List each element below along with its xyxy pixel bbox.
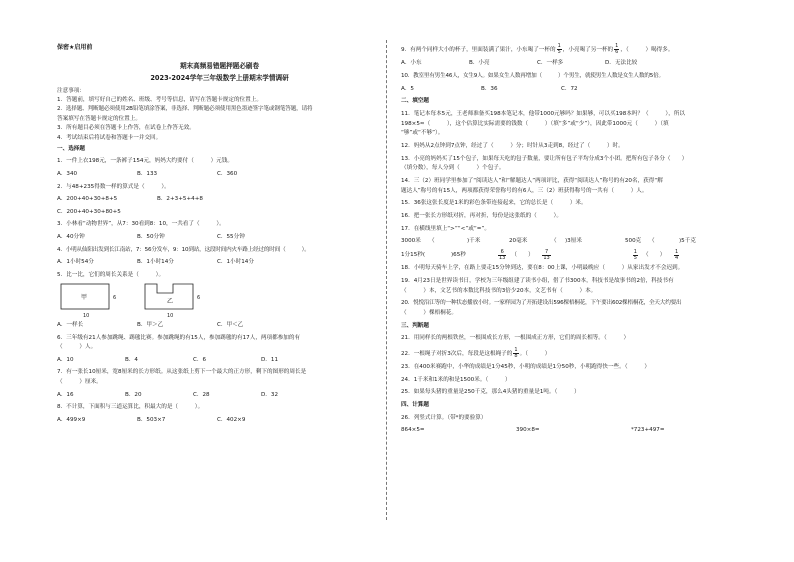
option-b[interactable]: B．2+3+5+4+8	[157, 196, 203, 203]
question-24: 24．1千米和1米的和是1500米。（ ）	[401, 376, 511, 383]
option-a[interactable]: A．小东	[401, 60, 422, 67]
question-22-text: 22．一根绳子对折3次后，每段是这根绳子的	[401, 350, 513, 357]
note-line: 1．答题前，填写好自己的姓名、班级、考号等信息，请写在答题卡规定的位置上。	[57, 97, 262, 103]
option-c[interactable]: C．55分钟	[217, 233, 245, 240]
question-14-cont: 题达人”称号的有15人，两项都获得荣誉称号的有6人，三（2）班获得称号的一共有（ ）人。	[401, 187, 648, 194]
question-5-options	[57, 322, 382, 329]
compare-item: 20毫米	[509, 238, 528, 245]
secret-label: 保密★启用前	[57, 44, 93, 51]
question-3: 3．小林看“动物世界”，从7：30看到8：10，一共看了（ ）。	[57, 221, 225, 228]
notes-heading: 注意事项：	[57, 87, 85, 94]
shape-yi-label: 乙	[167, 297, 174, 305]
compare-item: 3000米	[401, 238, 421, 245]
question-26: 26．列竖式计算。（带*的要验算）	[401, 414, 487, 421]
question-3-options	[57, 234, 382, 241]
question-7-options	[57, 392, 382, 399]
option-b[interactable]: B．小亮	[469, 60, 490, 67]
question-19: 19．4月23日是世界读书日，学校为三年级组建了读书小组，借了书300本，科技书是故事书的2倍，科技书有	[401, 277, 674, 284]
option-a[interactable]: A．16	[57, 391, 74, 398]
shape-jia-width: 6	[113, 294, 117, 301]
question-13: 13．小亮的妈妈买了15个包子，如果每天吃的包子数量，要让所有包子平均分成3个小团。把所有包子各分（ ）	[401, 155, 688, 162]
question-7: 7．有一张长10厘米，宽8厘米的长方形纸。从这张纸上剪下一个最大的正方形，剩下的图形的周长是	[57, 369, 307, 376]
question-6-options	[57, 357, 382, 364]
perimeter-shapes-diagram	[57, 281, 257, 319]
option-c[interactable]: C．200+40+30+80+5	[57, 208, 121, 215]
compare-item: )5千克	[679, 238, 696, 245]
calc-item: *723+497=	[631, 427, 665, 434]
question-2: 2．与48+235得数一样的算式是（ ）。	[57, 183, 170, 190]
question-19-cont: （ ）本，文艺书的本数比科技书的3倍少20本，文艺书有（ ）本。	[401, 287, 597, 294]
fraction: $\frac{6}{13}$	[499, 249, 506, 262]
question-11: 11．笔记本每本5元，王老师准备买198本笔记本，他带1000元够吗？如果够，可以买198本吗？（ ），所以	[401, 110, 685, 117]
option-b[interactable]: B．1小时14分	[137, 259, 174, 266]
fraction: $\frac{1}{8}$	[514, 346, 518, 359]
option-c[interactable]: C．402×9	[217, 417, 246, 424]
question-8-options	[57, 417, 382, 424]
question-5-figure	[57, 281, 382, 319]
option-c[interactable]: C．1小时14分	[217, 259, 254, 266]
question-1: 1．一件上衣198元，一条裤子154元，妈妈大约要付（ ）元钱。	[57, 158, 233, 165]
question-6-cont: （ ）人。	[57, 344, 97, 351]
question-10-options	[401, 86, 746, 93]
question-22-tail: 。（ ）	[519, 350, 551, 357]
fraction: $\frac{1}{5}$	[633, 249, 637, 262]
compare-row-1	[401, 238, 746, 245]
question-14: 14．三（2）班同学里参加了“阅读达人”和“解题达人”两项评比，获得“阅读达人”称号的有20名，获得“解	[401, 177, 663, 184]
option-a[interactable]: A．200+40+30+8+5	[57, 196, 118, 203]
question-1-options	[57, 171, 382, 178]
question-20: 20．悦悦沿江等的一种状态播放小时。一家样园为了开拓建设出596棵梧桐花，下午要出602棵梧桐花，全天大约要出	[401, 300, 682, 307]
note-line: 3．所有题目必须在答题卡上作答，在试卷上作答无效。	[57, 125, 195, 132]
question-17: 17．在横线里填上“>”“<”或“=”。	[401, 225, 490, 232]
question-4-options	[57, 259, 382, 266]
question-22	[401, 348, 746, 359]
section-judge-heading: 三、判断题	[401, 322, 429, 329]
exam-title: 期末高频易错题押题必刷卷	[179, 62, 260, 71]
blank[interactable]: （	[649, 238, 655, 245]
question-2-options	[57, 196, 382, 203]
option-a[interactable]: A．5	[401, 85, 414, 92]
compare-item: 500克	[625, 238, 642, 245]
fraction: $\frac{1}{6}$	[615, 43, 619, 55]
compare-item: )3厘米	[565, 238, 582, 245]
exam-subtitle: 2023-2024学年三年级数学上册期末学情调研	[150, 74, 289, 83]
option-d[interactable]: D．32	[261, 391, 279, 398]
question-13-cont: （填分数），每人分到（ ）个包子。	[401, 165, 505, 172]
option-b[interactable]: B．4	[125, 356, 138, 363]
question-9-text-a: 9．有两个同样大小的杯子，里面装满了果汁，小东喝了一杯的	[401, 47, 556, 53]
question-9-text-c: ，（ ）喝得多。	[620, 47, 674, 53]
question-20-cont: （ ）棵梧桐花。	[401, 310, 457, 317]
option-a[interactable]: A．499×9	[57, 417, 86, 424]
option-c[interactable]: C．一样多	[537, 60, 564, 67]
blank[interactable]: （	[551, 238, 557, 245]
question-7-cont: （ ）厘米。	[57, 379, 102, 386]
option-c[interactable]: C．28	[193, 391, 210, 398]
question-4: 4．小明从仙阳出发到长江南站，7：56分发车，9：10到站，这段时间内火车路上经过的时间（ ）。	[57, 246, 310, 253]
question-11-cont: 198×5≈（ ），这个估算比实际需要的钱数（ ）（填“多”或“少”），因此带1000元（ ）（填	[401, 120, 669, 127]
section-calc-heading: 四、计算题	[401, 402, 429, 409]
right-column	[401, 44, 746, 439]
question-5: 5．比一比，它们的周长关系是（ ）。	[57, 271, 165, 278]
question-23: 23．在400米赛跑中，小华的成绩是1分45秒，小明的成绩是1分50秒，小明跑得快一些。（ ）	[401, 364, 650, 371]
section-fill-heading: 二、填空题	[401, 98, 429, 105]
blank[interactable]: （ ）	[511, 252, 534, 259]
option-b[interactable]: B．50分钟	[137, 233, 165, 240]
fraction: $\frac{7}{13}$	[543, 249, 550, 262]
shape-jia-length: 10	[83, 312, 90, 319]
shape-yi-length: 10	[167, 312, 174, 319]
option-a[interactable]: A．一样长	[57, 321, 84, 328]
question-9-options	[401, 60, 746, 67]
option-b[interactable]: B．133	[137, 170, 158, 177]
option-d[interactable]: D．无法比较	[605, 60, 638, 67]
option-b[interactable]: B．20	[125, 391, 142, 398]
option-c[interactable]: C．360	[217, 170, 238, 177]
question-15: 15．36张这张长度是1米的彩色条带连接起来，它的总长是（ ）米。	[401, 200, 587, 207]
option-a[interactable]: A．10	[57, 356, 74, 363]
compare-item: )千米	[467, 238, 481, 245]
option-c[interactable]: C．甲＜乙	[217, 321, 244, 328]
option-b[interactable]: B．503×7	[137, 417, 166, 424]
note-line: 答案填写在答题卡规定的位置上。	[57, 115, 141, 122]
compare-row-2	[401, 250, 746, 261]
calc-row	[401, 427, 746, 434]
fraction: $\frac{1}{5}$	[557, 43, 561, 55]
calc-item: 864×5=	[401, 427, 425, 434]
fraction: $\frac{1}{4}$	[674, 249, 679, 262]
option-a[interactable]: A．1小时54分	[57, 259, 94, 266]
option-c[interactable]: C．6	[193, 356, 207, 363]
question-18: 18．小明每天骑车上学，在路上要走15分钟到达，要在8：00上课，小明最晚应（ ）从家出发才不会迟到。	[401, 265, 684, 272]
left-column	[57, 44, 382, 430]
compare-item: 1分15秒(	[401, 252, 426, 259]
question-10: 10．教室里有男生46人，女生9人。如果女生人数再增加（ ）个男生，就使男生人数是女生人数的5倍。	[401, 72, 664, 79]
option-d[interactable]: D．11	[261, 356, 279, 363]
option-c[interactable]: C．72	[561, 85, 578, 92]
question-12: 12．妈妈从2点钟到7点钟，经过了（ ）分；时针从3走到8，经过了（ ）时。	[401, 142, 624, 149]
option-b[interactable]: B．36	[481, 85, 498, 92]
column-divider	[386, 40, 387, 520]
shape-jia-label: 甲	[81, 293, 88, 301]
question-9-text-b: ，小亮喝了另一杯的	[562, 47, 614, 53]
question-25: 25．如果每头猪的重量是250千克，那么4头猪的重量是1吨。（ ）	[401, 389, 580, 396]
question-9	[401, 44, 746, 55]
option-a[interactable]: A．340	[57, 170, 78, 177]
question-16: 16．把一张长方形纸对折，再对折，每份是这张纸的（ ）。	[401, 212, 562, 219]
compare-item: )65秒	[451, 252, 466, 259]
question-6: 6．三年级有21人参加跳绳、踢毽比赛。参加跳绳的有15人，参加踢毽的有17人，两项都参加的有	[57, 334, 301, 341]
blank[interactable]: （ ）	[642, 252, 666, 259]
question-11-cont: “够”或“不够”）。	[401, 130, 444, 137]
option-b[interactable]: B．甲＞乙	[137, 321, 164, 328]
option-a[interactable]: A．40分钟	[57, 233, 85, 240]
shape-yi-width: 6	[197, 294, 201, 301]
question-8: 8．不计算，下面积与三道运算比，积最大的是（ ）。	[57, 404, 204, 411]
note-line: 4．考试结束后将试卷和答题卡一并交回。	[57, 134, 162, 141]
note-line: 2．选择题、判断题必须使用2B铅笔填涂答案，非选择、判断题必须使用黑色墨迹签字笔或钢笔答题，请将	[57, 106, 313, 113]
question-21: 21．用同样长的两根铁丝，一根围成长方形，一根围成正方形，它们的周长相等。（ ）	[401, 335, 630, 342]
calc-item: 390×8=	[516, 427, 540, 434]
section-choice-heading: 一、选择题	[57, 145, 85, 152]
blank[interactable]: （	[429, 238, 435, 245]
